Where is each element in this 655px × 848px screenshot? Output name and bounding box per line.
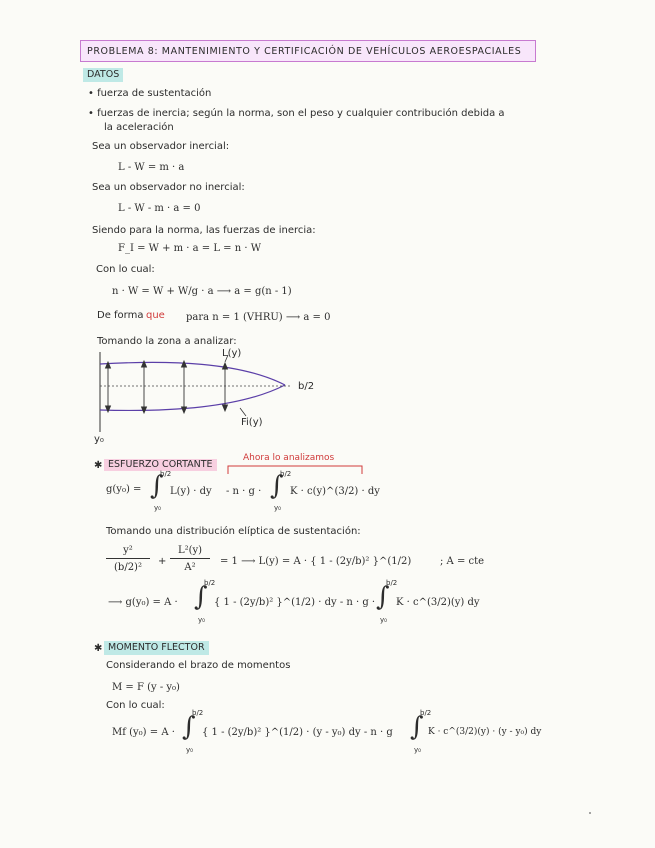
inertia-label: Fi(y) (241, 417, 263, 428)
integral-upper: b/2 (204, 579, 216, 587)
datos-bullet-2: • fuerzas de inercia; según la norma, son el peso y cualquier contribución debida a (88, 108, 505, 119)
datos-bullet-2-cont: la aceleración (104, 122, 174, 133)
cortante-note: Ahora lo analizamos (243, 453, 335, 463)
cortante-int1: L(y) · dy (170, 486, 212, 497)
integral-icon: ∫ (376, 582, 390, 612)
deforma-que: que (146, 310, 165, 321)
integral-upper: b/2 (192, 709, 204, 717)
cortante-note-bracket (226, 462, 366, 476)
noninertial-text: Sea un observador no inercial: (92, 182, 245, 193)
integral-upper: b/2 (386, 579, 398, 587)
norma-equation: F_I = W + m · a = L = n · W (118, 243, 261, 254)
eliptica-eq2-mid: { 1 - (2y/b)² }^(1/2) · dy - n · g · (214, 597, 376, 608)
deforma-pre: De forma (97, 310, 144, 321)
integral-upper: b/2 (420, 709, 432, 717)
lift-label: L(y) (222, 348, 242, 359)
flector-eq1: M = F (y - y₀) (112, 682, 180, 693)
page-mark (589, 812, 591, 814)
datos-label: DATOS (83, 68, 123, 82)
integral-upper: b/2 (160, 470, 172, 478)
cortante-int2: K · c(y)^(3/2) · dy (290, 486, 380, 497)
norma-text: Siendo para la norma, las fuerzas de inercia: (92, 225, 316, 236)
integral-icon: ∫ (410, 712, 424, 742)
integral-lower: y₀ (380, 616, 387, 624)
deforma-equation: para n = 1 (VHRU) ⟶ a = 0 (186, 312, 331, 323)
y0-label: y₀ (94, 434, 104, 445)
inertial-text: Sea un observador inercial: (92, 141, 230, 152)
conlocual-text: Con lo cual: (96, 264, 155, 275)
wing-load-diagram (90, 346, 330, 442)
zona-text: Tomando la zona a analizar: (97, 336, 237, 347)
integral-lower: y₀ (198, 616, 205, 624)
flector-star: ✱ (94, 643, 103, 654)
integral-upper: b/2 (280, 470, 292, 478)
half-span-label: b/2 (298, 381, 315, 392)
eliptica-eq2-end: K · c^(3/2)(y) dy (396, 597, 480, 608)
integral-icon: ∫ (182, 712, 196, 742)
eliptica-text: Tomando una distribución elíptica de sustentación: (106, 526, 361, 537)
integral-icon: ∫ (194, 582, 208, 612)
integral-lower: y₀ (274, 504, 281, 512)
page-title: PROBLEMA 8: MANTENIMIENTO Y CERTIFICACIÓN DE VEHÍCULOS AEROESPACIALES (80, 40, 536, 62)
flector-label: MOMENTO FLECTOR (104, 641, 209, 655)
eliptica-eq2-lhs: ⟶ g(y₀) = A · (108, 597, 178, 608)
cortante-star: ✱ (94, 460, 103, 471)
inertial-equation: L - W = m · a (118, 162, 185, 173)
cortante-label: ESFUERZO CORTANTE (104, 459, 217, 471)
integral-lower: y₀ (154, 504, 161, 512)
flector-mid: { 1 - (2y/b)² }^(1/2) · (y - y₀) dy - n · g (202, 727, 393, 738)
datos-bullet-1: • fuerza de sustentación (88, 88, 212, 99)
fraction-2: L²(y) A² (170, 545, 210, 573)
flector-text-1: Considerando el brazo de momentos (106, 660, 291, 671)
eliptica-eq1: = 1 ⟶ L(y) = A · { 1 - (2y/b)² }^(1/2) (220, 556, 412, 567)
fraction-1: y² (b/2)² (106, 545, 150, 573)
integral-lower: y₀ (186, 746, 193, 754)
cortante-mid: - n · g · (226, 486, 262, 497)
flector-end: K · c^(3/2)(y) · (y - y₀) dy (428, 727, 542, 737)
eliptica-cte: ; A = cte (440, 556, 485, 567)
integral-icon: ∫ (150, 471, 164, 501)
integral-lower: y₀ (414, 746, 421, 754)
flector-lhs: Mf (y₀) = A · (112, 727, 175, 738)
flector-text-2: Con lo cual: (106, 700, 165, 711)
cortante-lhs: g(y₀) = (106, 484, 142, 495)
noninertial-equation: L - W - m · a = 0 (118, 203, 201, 214)
plus-sign: + (158, 556, 167, 567)
conlocual-equation: n · W = W + W/g · a ⟶ a = g(n - 1) (112, 286, 292, 297)
integral-icon: ∫ (270, 471, 284, 501)
